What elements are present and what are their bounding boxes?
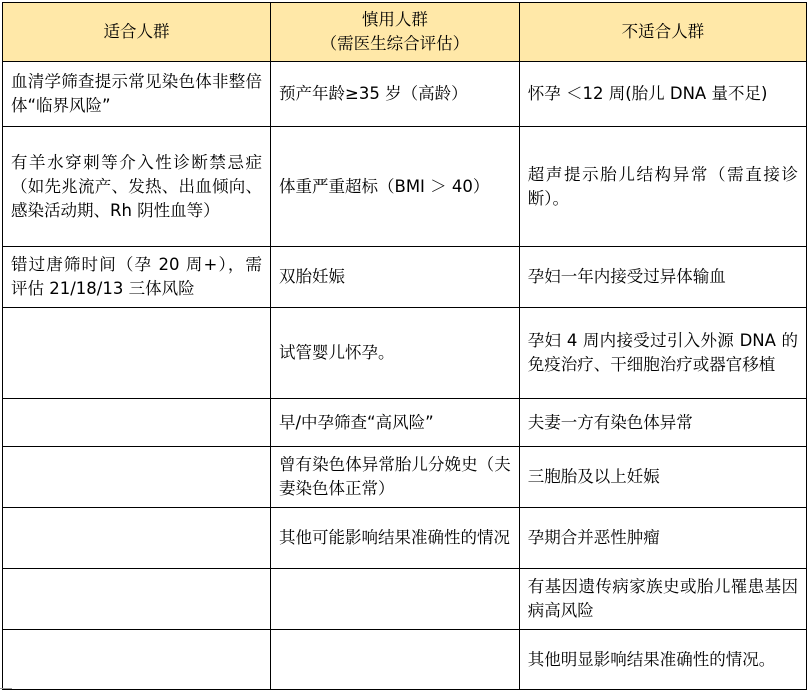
cell-caution: 早/中孕筛查“高风险” xyxy=(271,399,520,447)
table-row xyxy=(3,508,807,569)
cell-suitable xyxy=(3,569,271,630)
table-row xyxy=(3,308,807,399)
header-caution-subtitle: （需医生综合评估） xyxy=(320,34,470,53)
table-row xyxy=(3,62,807,127)
cell-unsuitable: 孕期合并恶性肿瘤 xyxy=(519,508,806,569)
cell-unsuitable: 三胞胎及以上妊娠 xyxy=(519,447,806,508)
cell-unsuitable: 怀孕 ＜12 周(胎儿 DNA 量不足) xyxy=(519,62,806,127)
cell-unsuitable: 夫妻一方有染色体异常 xyxy=(519,399,806,447)
header-caution-title: 慎用人群 xyxy=(361,10,428,29)
cell-caution: 体重严重超标（BMI ＞ 40） xyxy=(271,127,520,247)
page-corner-mark xyxy=(0,688,12,692)
cell-caution xyxy=(271,630,520,690)
cell-caution: 其他可能影响结果准确性的情况 xyxy=(271,508,520,569)
cell-caution: 双胎妊娠 xyxy=(271,247,520,308)
table-row xyxy=(3,447,807,508)
header-suitable: 适合人群 xyxy=(3,3,271,62)
cell-suitable: 有羊水穿刺等介入性诊断禁忌症（如先兆流产、发热、出血倾向、感染活动期、Rh 阴性血等） xyxy=(3,127,271,247)
cell-unsuitable: 孕妇 4 周内接受过引入外源 DNA 的免疫治疗、干细胞治疗或器官移植 xyxy=(519,308,806,399)
header-unsuitable: 不适合人群 xyxy=(519,3,806,62)
table-row xyxy=(3,630,807,690)
cell-caution: 预产年龄≥35 岁（高龄） xyxy=(271,62,520,127)
cell-suitable xyxy=(3,399,271,447)
cell-unsuitable: 其他明显影响结果准确性的情况。 xyxy=(519,630,806,690)
cell-unsuitable: 有基因遗传病家族史或胎儿罹患基因病高风险 xyxy=(519,569,806,630)
cell-suitable xyxy=(3,447,271,508)
header-row xyxy=(3,3,807,62)
cell-unsuitable: 孕妇一年内接受过异体输血 xyxy=(519,247,806,308)
cell-caution xyxy=(271,569,520,630)
eligibility-table xyxy=(2,2,807,690)
cell-suitable: 血清学筛查提示常见染色体非整倍体“临界风险” xyxy=(3,62,271,127)
cell-suitable xyxy=(3,630,271,690)
cell-caution: 试管婴儿怀孕。 xyxy=(271,308,520,399)
cell-suitable xyxy=(3,508,271,569)
cell-suitable xyxy=(3,308,271,399)
table-row xyxy=(3,247,807,308)
table-row xyxy=(3,127,807,247)
table-row xyxy=(3,569,807,630)
table-row xyxy=(3,399,807,447)
cell-unsuitable: 超声提示胎儿结构异常（需直接诊断）。 xyxy=(519,127,806,247)
header-caution xyxy=(271,3,520,62)
cell-caution: 曾有染色体异常胎儿分娩史（夫妻染色体正常） xyxy=(271,447,520,508)
cell-suitable: 错过唐筛时间（孕 20 周+），需评估 21/18/13 三体风险 xyxy=(3,247,271,308)
